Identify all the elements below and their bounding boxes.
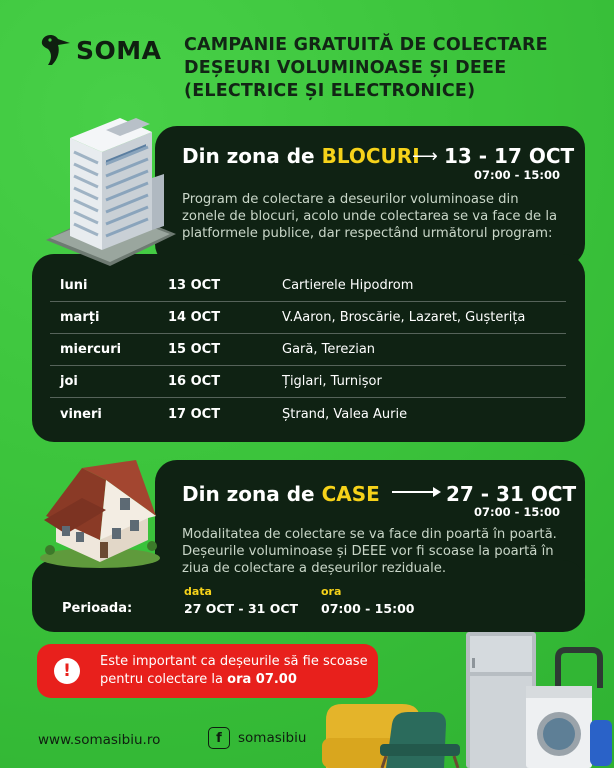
case-description: Modalitatea de colectare se va face din poartă în poartă. Deșeurile voluminoase și DEEE vor fi scoase la poartă în ziua de colectare a deșeurilor reziduale. (182, 527, 557, 576)
blocuri-hours: 07:00 - 15:00 (474, 168, 560, 182)
soma-logo (38, 30, 168, 70)
notice-text-bold: ora 07.00 (227, 672, 297, 687)
data-label: data (184, 585, 212, 598)
case-title (182, 482, 380, 506)
title-line-3: (ELECTRICE ȘI ELECTRONICE) (184, 81, 476, 101)
ora-label: ora (321, 585, 342, 598)
table-row (50, 270, 566, 302)
blocuri-description: Program de colectare a deseurilor voluminoase din zonele de blocuri, acolo unde colectarea se va face de la platformele publice, dar respectând următorul program: (182, 192, 558, 241)
notice-text-main: Este important ca deșeurile să fie scoase pentru colectare la (100, 654, 368, 687)
schedule-date: 13 OCT (168, 278, 221, 293)
schedule-place: V.Aaron, Broscărie, Lazaret, Gușterița (282, 310, 526, 325)
schedule-date: 15 OCT (168, 342, 221, 357)
schedule-place: Gară, Terezian (282, 342, 376, 357)
schedule-day: vineri (60, 406, 102, 422)
table-row (50, 398, 566, 430)
schedule-day: miercuri (60, 342, 122, 357)
case-hours: 07:00 - 15:00 (474, 505, 560, 519)
blocuri-title-prefix: Din zona de (182, 144, 315, 168)
case-dates: 27 - 31 OCT (446, 482, 577, 506)
page-title (184, 34, 604, 103)
schedule-day: joi (60, 374, 78, 389)
case-title-highlight: CASE (321, 482, 380, 506)
facebook-handle: somasibiu (238, 730, 307, 746)
schedule-date: 16 OCT (168, 374, 221, 389)
title-line-2: DEȘEURI VOLUMINOASE ȘI DEEE (184, 58, 507, 78)
arrow-line (392, 491, 438, 493)
schedule-day: luni (60, 278, 88, 293)
ora-value: 07:00 - 15:00 (321, 601, 415, 616)
schedule-place: Cartierele Hipodrom (282, 278, 414, 293)
schedule-table (50, 270, 566, 430)
blocuri-title (182, 144, 420, 168)
schedule-place: Ștrand, Valea Aurie (282, 406, 408, 422)
table-row (50, 366, 566, 398)
apartment-building-illustration (40, 108, 180, 268)
facebook-link[interactable] (208, 727, 306, 749)
arrow-right-icon: ⟶ (412, 146, 438, 167)
house-illustration (36, 458, 164, 570)
table-row (50, 302, 566, 334)
schedule-date: 17 OCT (168, 406, 221, 422)
schedule-day: marți (60, 310, 100, 325)
schedule-date: 14 OCT (168, 310, 221, 325)
exclamation-icon: ! (54, 658, 80, 684)
period-label: Perioada: (62, 601, 133, 616)
data-value: 27 OCT - 31 OCT (184, 601, 299, 616)
blocuri-title-highlight: BLOCURI (321, 144, 420, 168)
blocuri-dates: 13 - 17 OCT (444, 144, 575, 168)
pelican-icon (38, 31, 72, 69)
case-title-prefix: Din zona de (182, 482, 315, 506)
arrow-right-icon (433, 487, 441, 497)
brand-name: SOMA (76, 35, 162, 65)
bulky-waste-illustration (322, 628, 614, 768)
website-link[interactable]: www.somasibiu.ro (38, 732, 161, 748)
facebook-icon: f (208, 727, 230, 749)
title-line-1: CAMPANIE GRATUITĂ DE COLECTARE (184, 35, 548, 55)
schedule-place: Țiglari, Turnișor (282, 374, 382, 389)
table-row (50, 334, 566, 366)
